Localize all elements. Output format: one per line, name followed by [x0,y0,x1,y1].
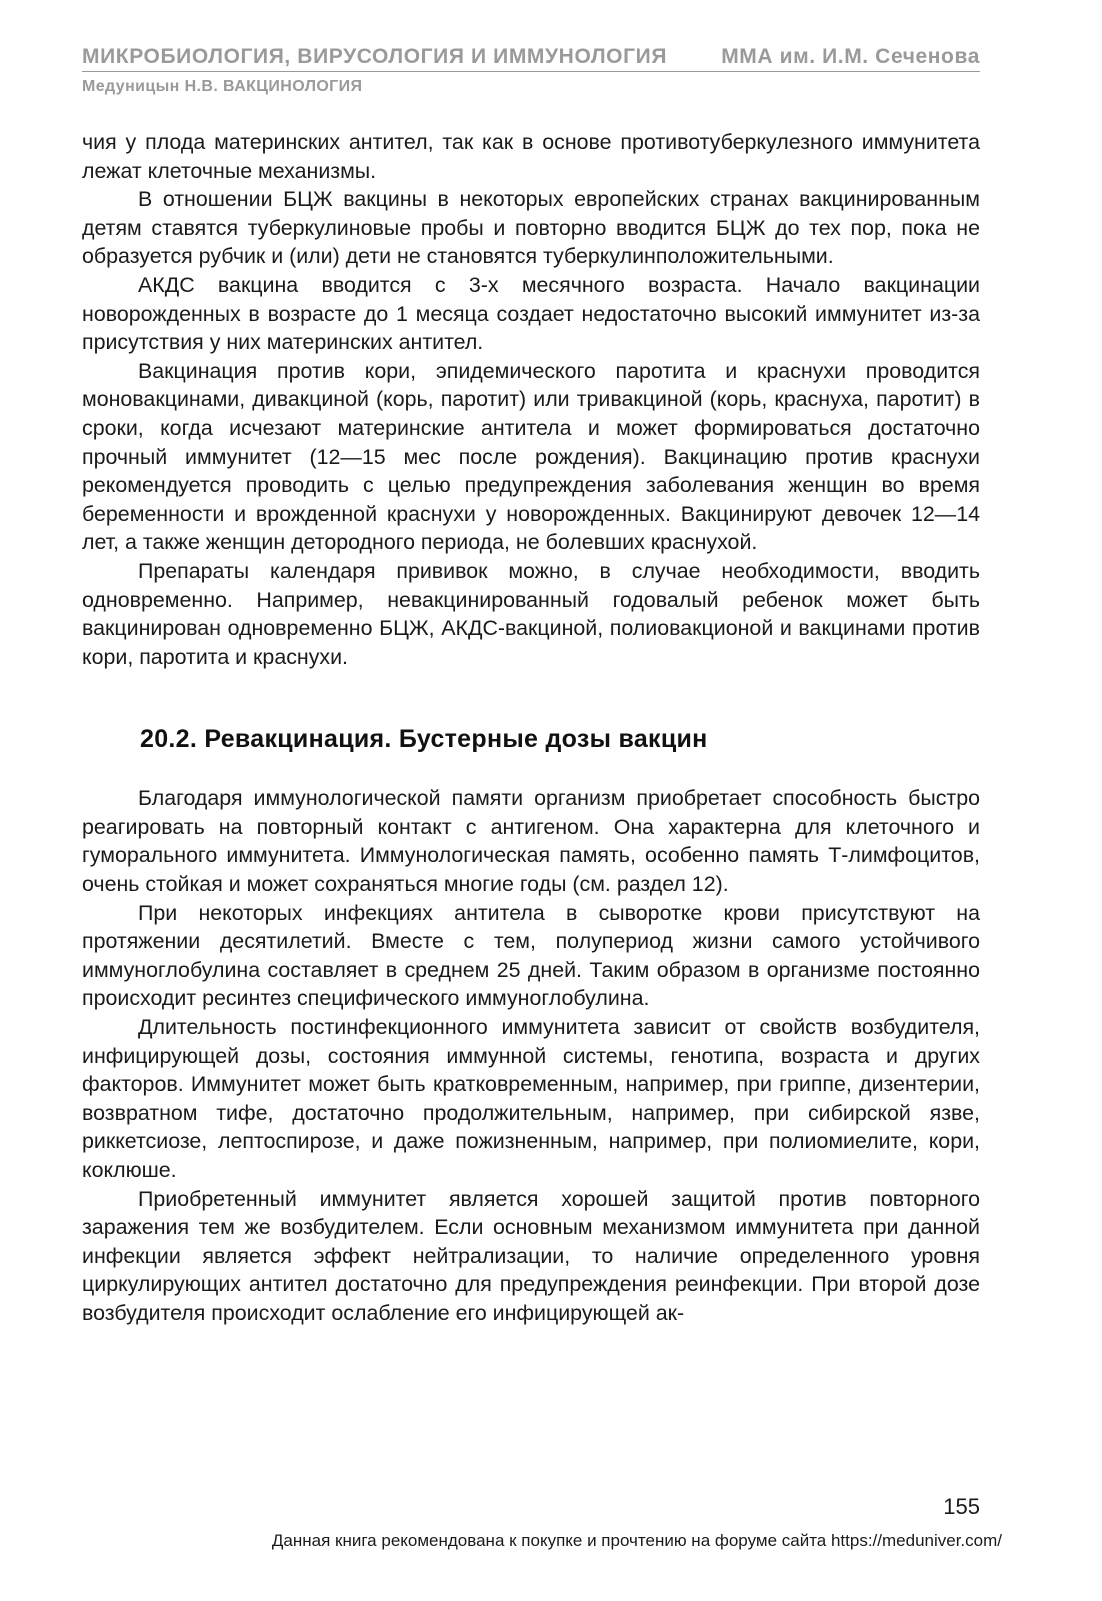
header-subtitle: Медуницын Н.В. ВАКЦИНОЛОГИЯ [82,78,363,95]
header-titles [82,44,980,70]
paragraph: В отношении БЦЖ вакцины в некоторых европейских странах вакцинированным детям ставятся туберкулиновые пробы и повторно вводится БЦЖ до тех пор, пока не образуется рубчик и (или) дети не становятся туберкулинположительными. [82,187,980,269]
section-heading: 20.2. Ревакцинация. Бустерные дозы вакцин [140,725,708,754]
paragraph: Длительность постинфекционного иммунитета зависит от свойств возбудителя, инфицирующей дозы, состояния иммунной системы, генотипа, возраста и других факторов. Иммунитет может быть кратковременным, например, при гриппе, дизентерии, возвратном тифе, достаточно продолжительным, например, при сибирской язве, риккетсиозе, лептоспирозе, и даже пожизненным, например, при полиомиелите, кори, коклюше. [82,1015,980,1182]
paragraph: Приобретенный иммунитет является хорошей защитой против повторного заражения тем же возбудителем. Если основным механизмом иммунитета при данной инфекции является эффект нейтрализации, то наличие определенного уровня циркулирующих антител достаточно для предупреждения реинфекции. При второй дозе возбудителя происходит ослабление его инфицирующей ак- [82,1186,980,1325]
footer-note: Данная книга рекомендована к покупке и прочтению на форуме сайта https://meduniver.com/ [271,1531,1002,1550]
paragraph: Вакцинация против кори, эпидемического паротита и краснухи проводится моновакцинами, дивакциной (корь, паротит) или тривакциной (корь, краснуха, паротит) в сроки, когда исчезают материнские антитела и может формироваться достаточно прочный иммунитет (12—15 мес после рождения). Вакцинацию против краснухи рекомендуется проводить с целью предупреждения заболевания женщин во время беременности и врожденной краснухи у новорожденных. Вакцинируют девочек 12—14 лет, а также женщин детородного периода, не болевших краснухой. [82,358,980,555]
page-content [82,128,980,1328]
page-number: 155 [943,1494,980,1519]
header-right-title: ММА им. И.М. Сеченова [721,45,980,68]
running-header [82,44,980,96]
header-divider [82,71,980,72]
paragraph: чия у плода материнских антител, так как в основе противотуберкулезного иммунитета лежат клеточные механизмы. [82,130,980,183]
paragraph: При некоторых инфекциях антитела в сыворотке крови присутствуют на протяжении десятилетий. Вместе с тем, полупериод жизни самого устойчивого иммуноглобулина составляет в среднем 25 дней. Таким образом в организме постоянно происходит ресинтез специфического иммуноглобулина. [82,900,980,1011]
paragraph: АКДС вакцина вводится с 3-х месячного возраста. Начало вакцинации новорожденных в возрасте до 1 месяца создает недостаточно высокий иммунитет из-за присутствия у них материнских антител. [82,272,980,355]
paragraph: Благодаря иммунологической памяти организм приобретает способность быстро реагировать на повторный контакт с антигеном. Она характерна для клеточного и гуморального иммунитета. Иммунологическая память, особенно память Т-лимфоцитов, очень стойкая и может сохраняться многие годы (см. раздел 12). [82,786,980,897]
paragraph: Препараты календаря прививок можно, в случае необходимости, вводить одновременно. Например, невакцинированный годовалый ребенок может быть вакцинирован одновременно БЦЖ, АКДС-вакциной, полиовакционой и вакцинами против кори, паротита и краснухи. [82,558,980,669]
header-left-title: МИКРОБИОЛОГИЯ, ВИРУСОЛОГИЯ И ИММУНОЛОГИЯ [82,45,668,68]
